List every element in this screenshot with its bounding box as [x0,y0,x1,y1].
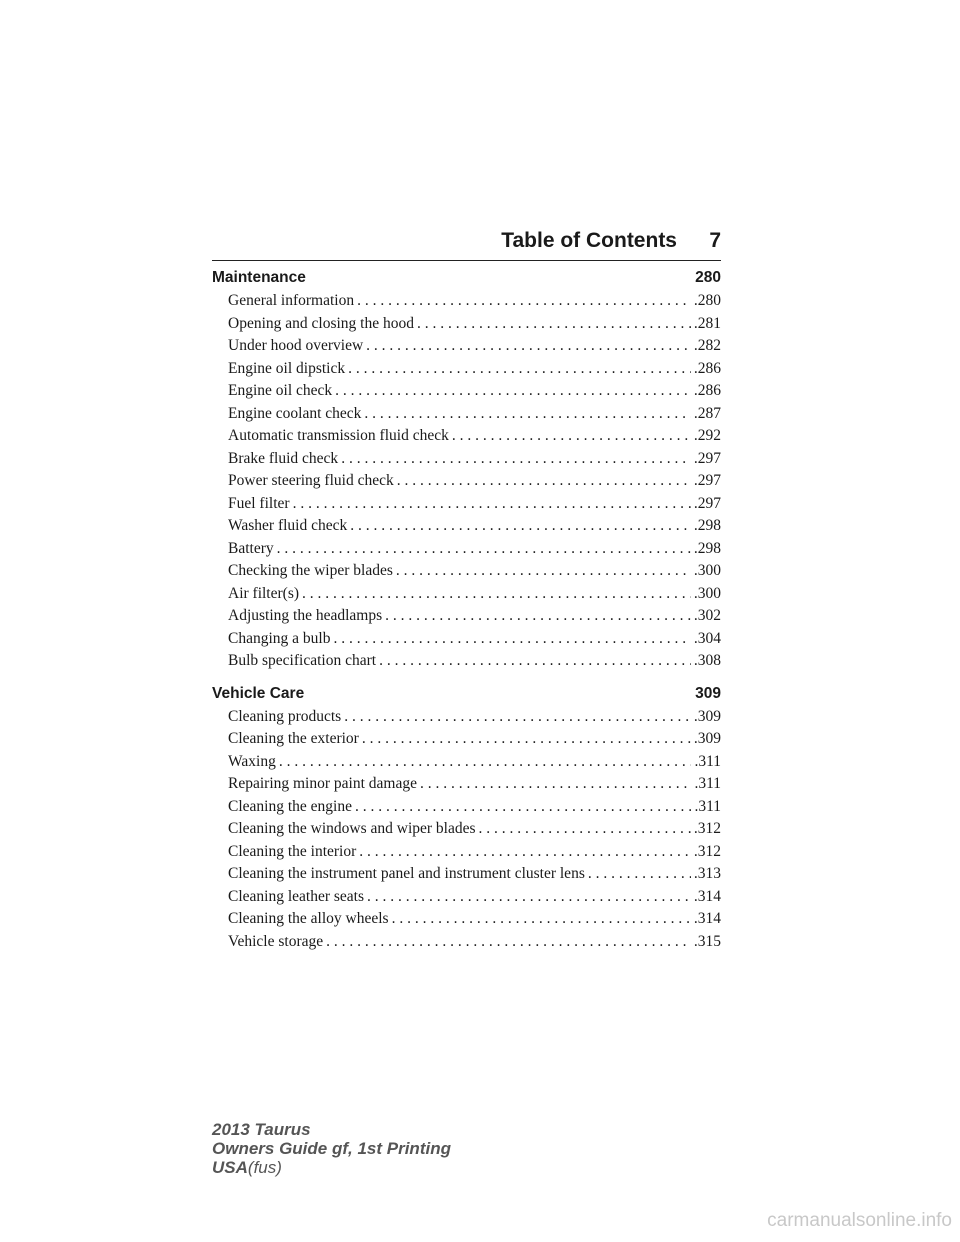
dot-leader [355,798,691,816]
section-title: Vehicle Care [212,684,305,702]
section-heading[interactable] [212,680,721,708]
toc-entry[interactable] [212,337,721,360]
toc-entry-page: .312 [693,842,721,860]
toc-entry-page: .311 [694,752,721,770]
page-title: Table of Contents [501,229,677,252]
toc-entry-page: .280 [693,292,721,309]
dot-leader [452,427,691,445]
toc-entry-page: .282 [693,337,721,354]
footer-region: USA(fus) [212,1158,282,1177]
toc-entry-label: Cleaning the engine [228,797,352,815]
toc-entry-label: General information [228,292,355,309]
toc-entry[interactable] [212,495,721,518]
toc-entry-page: .298 [693,539,721,557]
toc-entry-label: Air filter(s) [228,584,300,602]
toc-entry[interactable] [212,315,721,338]
dot-leader [379,652,691,670]
dot-leader [420,775,691,793]
footer-model: 2013 Taurus [212,1120,311,1139]
toc-entry-page: .314 [693,910,721,927]
toc-entry-page: .302 [693,607,721,624]
dot-leader [326,933,691,951]
dot-leader [588,865,691,883]
dot-leader [350,517,691,535]
toc-entry-label: Cleaning the alloy wheels [228,910,389,927]
dot-leader [341,450,691,468]
toc-entry-label: Cleaning products [228,707,342,725]
toc-entry[interactable] [212,562,721,585]
toc-entry[interactable] [212,517,721,540]
dot-leader [396,562,691,580]
toc-entry[interactable] [212,450,721,473]
toc-entry-page: .311 [694,775,721,792]
toc-entry-page: .308 [693,652,721,669]
toc-entry-page: .312 [693,820,721,837]
toc-entry-label: Engine oil check [228,382,333,399]
dot-leader [364,405,690,423]
toc-entry-label: Battery [228,539,274,557]
dot-leader [385,607,691,625]
toc-entry-label: Power steering fluid check [228,472,394,489]
toc-entry-label: Engine coolant check [228,404,362,422]
toc-entry[interactable] [212,540,721,563]
toc-entry-page: .286 [693,359,721,377]
toc-entry[interactable] [212,292,721,315]
watermark: carmanualsonline.info [767,1210,952,1231]
toc-entry-label: Bulb specification chart [228,652,377,669]
toc-entry-page: .298 [693,517,721,534]
toc-entry[interactable] [212,630,721,653]
toc-entry-label: Under hood overview [228,337,364,354]
toc-entry[interactable] [212,360,721,383]
toc-entry-label: Repairing minor paint damage [228,775,417,792]
dot-leader [302,585,691,603]
toc-entry[interactable] [212,708,721,731]
toc-entry-label: Adjusting the headlamps [228,607,383,624]
dot-leader [279,753,692,771]
toc-entry-page: .300 [693,584,721,602]
dot-leader [348,360,691,378]
toc-entry-label: Brake fluid check [228,449,339,467]
dot-leader [333,630,690,648]
toc-entry[interactable] [212,910,721,933]
toc-entry-page: .297 [693,449,721,467]
toc-entry-page: .309 [693,707,721,725]
toc-entry[interactable] [212,888,721,911]
toc-entry-page: .300 [693,562,721,579]
toc-entry[interactable] [212,730,721,753]
dot-leader [479,820,691,838]
section-heading[interactable] [212,264,721,292]
toc-entry-label: Fuel filter [228,494,290,512]
toc-entry[interactable] [212,382,721,405]
toc-entry[interactable] [212,775,721,798]
toc-entry-page: .281 [693,314,721,332]
toc-entry[interactable] [212,753,721,776]
dot-leader [366,337,691,355]
toc-entry[interactable] [212,865,721,888]
toc-entry-label: Opening and closing the hood [228,314,414,332]
toc-entry-label: Changing a bulb [228,629,331,647]
toc-entry-page: .314 [693,887,721,905]
toc-entry-label: Cleaning the instrument panel and instrument cluster lens [228,865,585,882]
dot-leader [335,382,691,400]
dot-leader [277,540,691,558]
toc-entry[interactable] [212,472,721,495]
page-number: 7 [709,229,721,252]
dot-leader [362,730,691,748]
toc-entry[interactable] [212,798,721,821]
toc-entry-label: Washer fluid check [228,517,348,534]
footer-guide: Owners Guide gf, 1st Printing [212,1139,451,1158]
dot-leader [392,910,691,928]
toc-entry-label: Automatic transmission fluid check [228,427,449,444]
toc-entry-label: Vehicle storage [228,932,324,950]
dot-leader [357,292,691,310]
toc-entry[interactable] [212,607,721,630]
toc-entry-label: Waxing [228,752,276,770]
toc-entry-page: .309 [693,730,721,747]
toc-entry-page: .297 [693,472,721,489]
toc-entry-label: Engine oil dipstick [228,359,346,377]
toc-entry[interactable] [212,843,721,866]
toc-entry-label: Cleaning the interior [228,842,357,860]
toc-entry-page: .297 [693,494,721,512]
toc-entry-page: .292 [693,427,721,444]
toc-entry[interactable] [212,405,721,428]
dot-leader [367,888,691,906]
dot-leader [397,472,691,490]
section-page: 280 [695,269,721,286]
dot-leader [359,843,691,861]
toc-entry[interactable] [212,933,721,956]
toc-entry-page: .286 [693,382,721,399]
dot-leader [293,495,691,513]
toc-entry-page: .315 [693,932,721,950]
toc-entry-page: .311 [694,797,721,815]
toc-entry[interactable] [212,820,721,843]
dot-leader [344,708,691,726]
toc-entry[interactable] [212,427,721,450]
toc-entry-label: Cleaning the windows and wiper blades [228,820,476,837]
table-of-contents [212,264,721,955]
toc-entry-page: .313 [693,865,721,882]
toc-entry[interactable] [212,652,721,675]
toc-entry-label: Cleaning leather seats [228,887,365,905]
toc-entry-page: .287 [693,404,721,422]
toc-entry-label: Cleaning the exterior [228,730,359,747]
toc-entry-page: .304 [693,629,721,647]
toc-entry[interactable] [212,585,721,608]
toc-entry-label: Checking the wiper blades [228,562,393,579]
footer [212,1120,451,1177]
section-title: Maintenance [212,269,306,286]
section-page: 309 [695,684,721,702]
page-header [212,228,721,261]
dot-leader [417,315,691,333]
